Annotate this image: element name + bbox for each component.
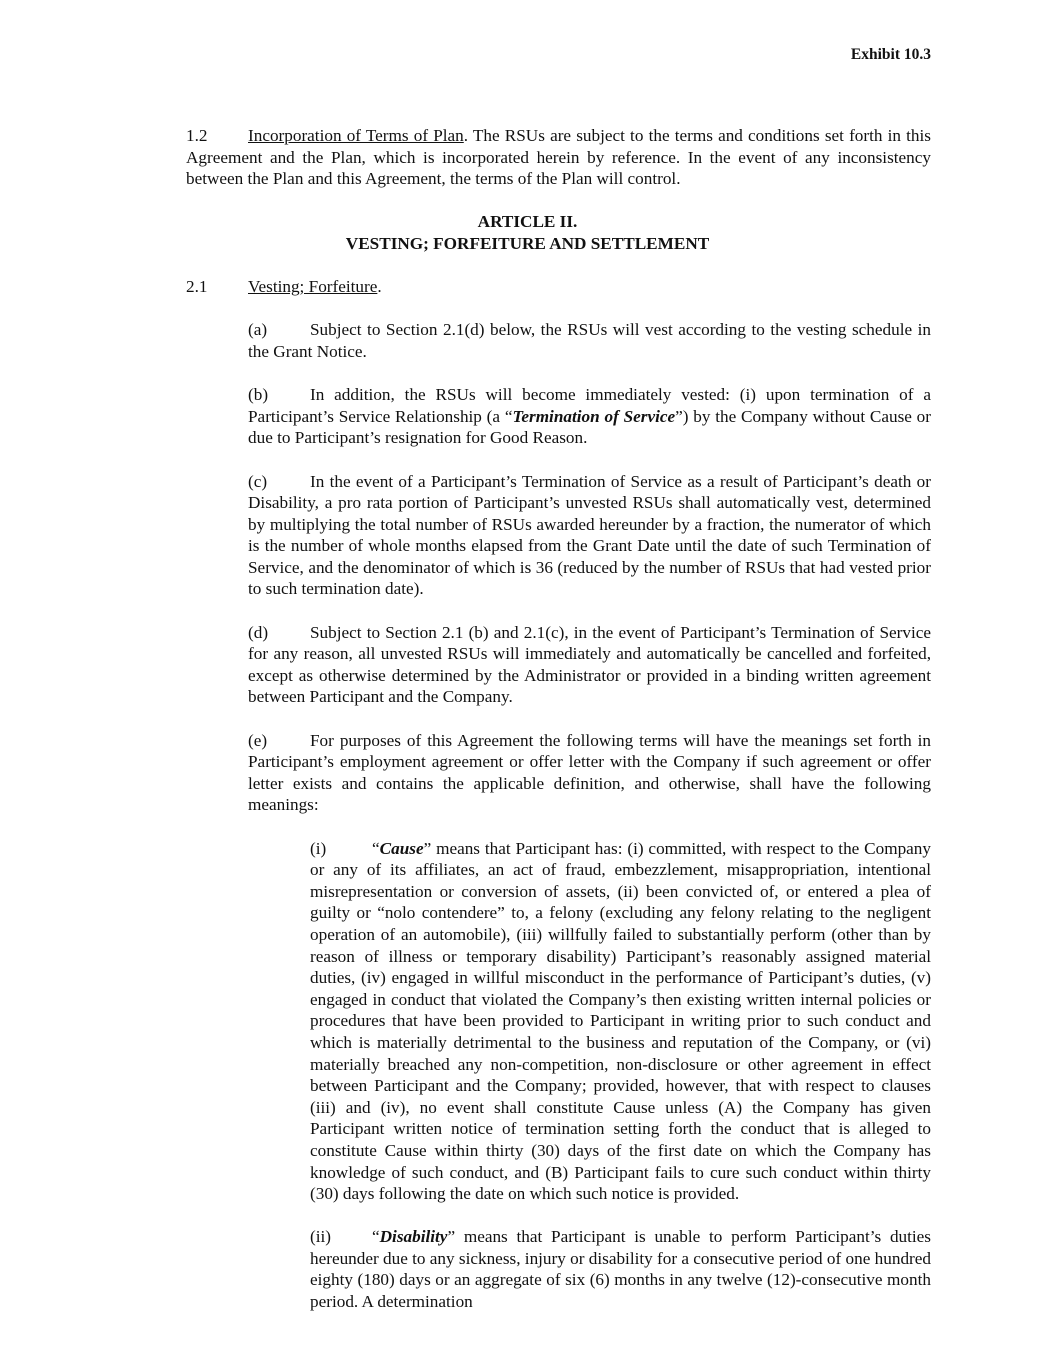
article-heading <box>124 211 931 254</box>
defined-term: Disability <box>379 1227 448 1247</box>
clause-label: (d) <box>248 622 269 642</box>
clause-label: (e) <box>248 730 268 750</box>
definition-label: (ii) <box>310 1227 331 1247</box>
section-1-2 <box>124 125 931 190</box>
clause-body: In the event of a Participant’s Termination of Service as a result of Participant’s death or Disability, a pro rata portion of Participant’s unvested RSUs shall automatically vest, determined by multiplying the total number of RSUs awarded hereunder by a fraction, the numerator of which is the number of whole months elapsed from the Grant Date until the date of such Termination of Service, and the denominator of which is 36 (reduced by the number of RSUs that had vested prior to such termination date). <box>248 471 931 599</box>
section-body: . The RSUs are subject to the terms and conditions set forth in this Agreement and the Plan, which is incorporated herein by reference. In the event of any inconsistency between the Plan and this Agreement, the terms of the Plan will control. <box>186 126 931 189</box>
definition-quote: “ <box>372 1227 380 1247</box>
clause-body: Subject to Section 2.1(d) below, the RSUs will vest according to the vesting schedule in the Grant Notice. <box>248 320 931 361</box>
definition-body: ” means that Participant is unable to perform Participant’s duties hereunder due to any sickness, injury or disability for a consecutive period of one hundred eighty (180) days or an aggregate of six (6) months in any twelve (12)-consecutive month period. A determination <box>310 1227 931 1312</box>
definition-cause <box>124 838 931 1205</box>
clause-e <box>124 730 931 816</box>
clause-body: Subject to Section 2.1 (b) and 2.1(c), in the event of Participant’s Termination of Service for any reason, all unvested RSUs will immediately and automatically be cancelled and forfeited, except as otherwise determined by the Administrator or provided in a binding written agreement between Participant and the Company. <box>248 622 931 707</box>
section-punct: . <box>377 277 382 297</box>
section-number: 1.2 <box>186 126 208 145</box>
clause-b <box>124 384 931 449</box>
section-title: Vesting; Forfeiture <box>248 277 378 297</box>
defined-term: Termination of Service <box>512 406 676 426</box>
definition-disability <box>124 1226 931 1312</box>
section-title: Incorporation of Terms of Plan <box>248 126 464 145</box>
definition-body: ” means that Participant has: (i) committed, with respect to the Company or any of its affiliates, an act of fraud, embezzlement, misappropriation, intentional misrepresentation or conversion of assets, (ii) been convicted of, or entered a plea of guilty or “nolo contendere” to, a felony (excluding any felony relating to the negligent operation of an automobile), (iii) willfully failed to substantially perform (other than by reason of illness or temporary disability) Participant’s reasonably assigned material duties, (iv) engaged in willful misconduct in the performance of Participant’s duties, (v) engaged in conduct that violated the Company’s then existing written internal policies or procedures that have been provided to Participant in writing prior to such conduct and which is materially detrimental to the business and reputation of the Company, or (vi) materially breached any non-competition, non-disclosure or other agreement in effect between Participant and the Company; provided, however, that with respect to clauses (iii) and (iv), no event shall constitute Cause unless (A) the Company has given Participant written notice of termination setting forth the conduct that is alleged to constitute Cause within thirty (30) days of the first date on which the Company has knowledge of such conduct, and (B) Participant fails to cure such conduct within thirty (30) days following the date on which such notice is provided. <box>310 838 931 1204</box>
clause-label: (c) <box>248 471 268 491</box>
clause-label: (b) <box>248 385 269 405</box>
section-2-1 <box>124 276 931 298</box>
definition-quote: “ <box>372 838 380 858</box>
clause-d <box>124 622 931 708</box>
section-number: 2.1 <box>186 277 208 297</box>
article-number: ARTICLE II. <box>477 212 578 232</box>
clause-body-post: ”) by the Company without Cause or due to Participant’s resignation for Good Reason. <box>248 406 932 448</box>
article-title: VESTING; FORFEITURE AND SETTLEMENT <box>345 233 710 253</box>
definition-label: (i) <box>310 838 327 858</box>
exhibit-label: Exhibit 10.3 <box>850 46 931 63</box>
clause-a <box>124 319 931 362</box>
defined-term: Cause <box>379 838 424 858</box>
clause-label: (a) <box>248 320 268 340</box>
clause-body: For purposes of this Agreement the following terms will have the meanings set forth in Participant’s employment agreement or offer letter with the Company if such agreement or offer letter exists and contains the applicable definition, and otherwise, shall have the following meanings: <box>248 730 931 815</box>
clause-c <box>124 471 931 601</box>
clause-body-pre: In addition, the RSUs will become immediately vested: (i) upon termination of a Participant’s Service Relationship (a “ <box>248 385 931 426</box>
document-body <box>124 125 931 1334</box>
